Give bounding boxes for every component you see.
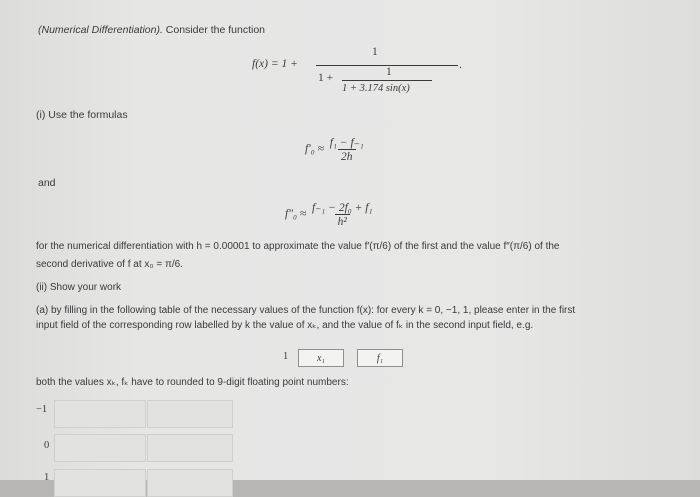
part-i-label: (i) Use the formulas [36, 109, 128, 121]
x-0-input[interactable] [54, 434, 146, 462]
row-label-k-1: 1 [44, 472, 50, 483]
rounding-note: both the values xₖ, fₖ have to rounded to 9-digit floating point numbers: [36, 377, 349, 388]
function-end: . [459, 59, 462, 71]
function-inner-bar [342, 80, 432, 81]
formula1-numerator: f₁ − f₋₁ [329, 137, 364, 149]
part-a-line-1: (a) by filling in the following table of the necessary values of the function f(x): for every k = 0, −1, 1, please enter in the first [36, 305, 576, 316]
description-line-2: second derivative of f at x₀ = π/6. [36, 259, 183, 270]
example-k-label: 1 [283, 351, 289, 362]
formula1-lhs: f′₀ ≈ [305, 143, 324, 155]
example-x-box: x₁ [298, 349, 344, 367]
function-inner-numerator: 1 [386, 66, 392, 78]
example-f-box: f₁ [357, 349, 403, 367]
function-outer-numerator: 1 [372, 46, 378, 58]
function-mid: 1 + [318, 72, 334, 84]
f-0-input[interactable] [147, 434, 233, 462]
description-line-1: for the numerical differentiation with h = 0.00001 to approximate the value f′(π/6) of the first and the value f″(π/6) of the [36, 241, 560, 252]
f-1-input[interactable] [147, 469, 233, 497]
intro-lead: Consider the function [165, 24, 266, 36]
formula1-denominator: 2h [338, 149, 356, 163]
and-label: and [38, 177, 56, 189]
part-ii-label: (ii) Show your work [36, 282, 122, 293]
x-1-input[interactable] [54, 469, 146, 497]
function-inner-denominator: 1 + 3.174 sin(x) [342, 83, 410, 94]
title-paren: (Numerical Differentiation). [38, 24, 163, 36]
part-a-line-2: input field of the corresponding row labelled by k the value of xₖ, and the value of fₖ in the second input field, e.g. [36, 320, 534, 331]
function-definition [252, 46, 462, 102]
first-derivative-formula [305, 135, 367, 163]
formula2-numerator: f₋₁ − 2f₀ + f₁ [312, 202, 373, 214]
second-derivative-formula [285, 200, 375, 228]
row-label-k-minus-1: −1 [36, 404, 48, 415]
formula2-lhs: f″₀ ≈ [285, 208, 307, 220]
row-label-k-0: 0 [44, 440, 50, 451]
f-minus-1-input[interactable] [147, 400, 233, 428]
function-lhs: f(x) = 1 + [252, 58, 298, 70]
intro-line [38, 24, 265, 36]
x-minus-1-input[interactable] [54, 400, 146, 428]
formula2-denominator: h² [335, 214, 350, 228]
